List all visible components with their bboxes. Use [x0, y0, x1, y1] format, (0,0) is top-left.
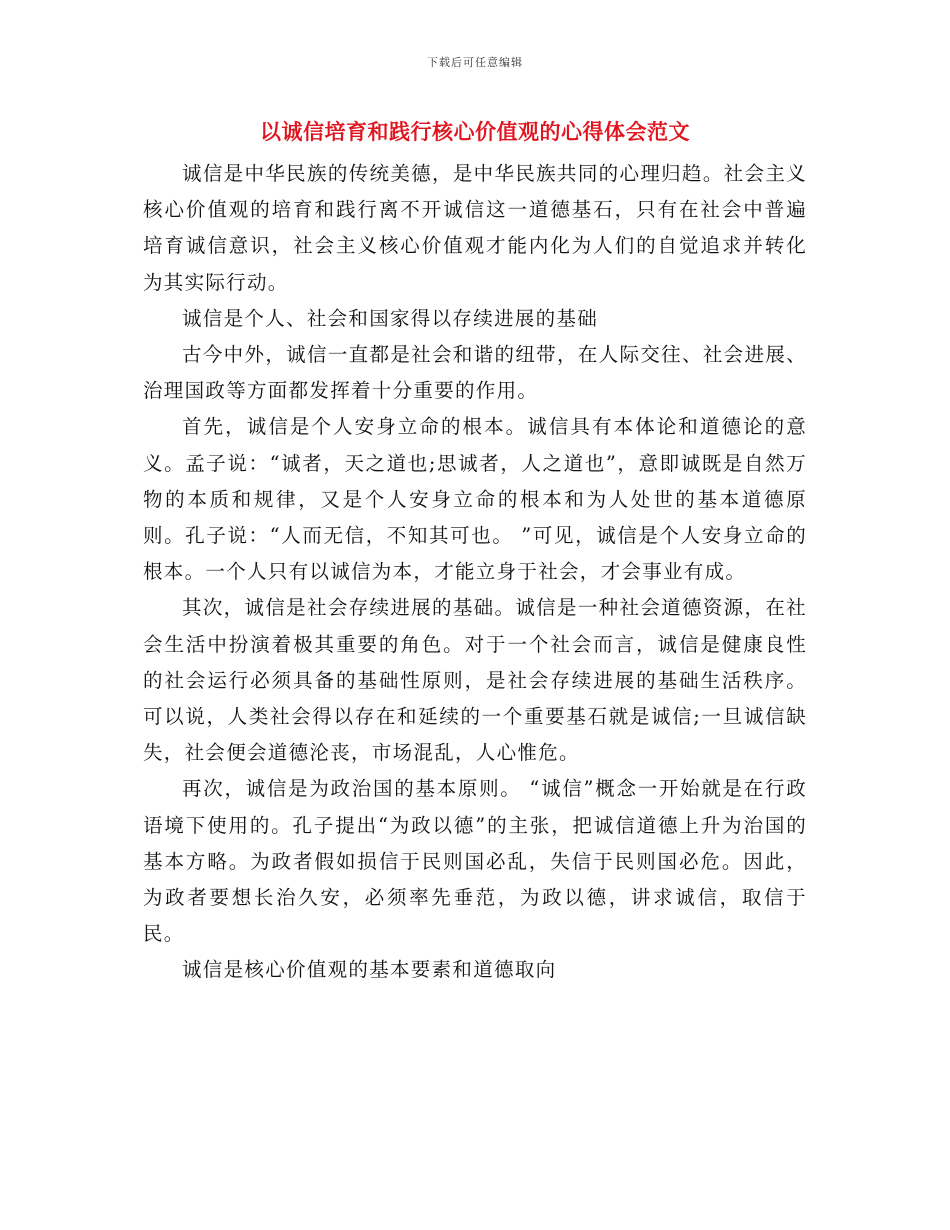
paragraph-intro: 诚信是中华民族的传统美德，是中华民族共同的心理归趋。社会主义核心价值观的培育和践行离不开诚信这一道德基石，只有在社会中普遍培育诚信意识，社会主义核心价值观才能内化为人们的自觉追求并转化为其实际行动。	[143, 162, 807, 294]
paragraph-individual: 首先，诚信是个人安身立命的根本。诚信具有本体论和道德论的意义。孟子说：“诚者，天之道也;思诚者，人之道也”，意即诚既是自然万物的本质和规律，又是个人安身立命的根本和为人处世的基本道德原则。孔子说：“人而无信，不知其可也。 ”可见，诚信是个人安身立命的根本。一个人只有以诚信为本，才能立身于社会，才会事业有成。	[143, 415, 807, 584]
paragraph-society: 其次，诚信是社会存续进展的基础。诚信是一种社会道德资源，在社会生活中扮演着极其重要的角色。对于一个社会而言，诚信是健康良性的社会运行必须具备的基础性原则，是社会存续进展的基础生活秩序。可以说，人类社会得以存在和延续的一个重要基石就是诚信;一旦诚信缺失，社会便会道德沦丧，市场混乱，人心惟危。	[143, 596, 807, 765]
header-note: 下载后可任意编辑	[427, 56, 523, 69]
section-heading-foundation: 诚信是个人、社会和国家得以存续进展的基础	[182, 306, 599, 330]
document-body	[143, 156, 807, 989]
document-title: 以诚信培育和践行核心价值观的心得体会范文	[260, 119, 690, 144]
paragraph-bond: 古今中外，诚信一直都是社会和谐的纽带，在人际交往、社会进展、治理国政等方面都发挥着十分重要的作用。	[143, 343, 807, 403]
paragraph-governance: 再次，诚信是为政治国的基本原则。 “诚信”概念一开始就是在行政语境下使用的。孔子提出“为政以德”的主张，把诚信道德上升为治国的基本方略。为政者假如损信于民则国必乱，失信于民则国必危。因此，为政者要想长治久安，必须率先垂范，为政以德，讲求诚信，取信于民。	[143, 777, 807, 946]
section-heading-core-values: 诚信是核心价值观的基本要素和道德取向	[182, 958, 557, 982]
